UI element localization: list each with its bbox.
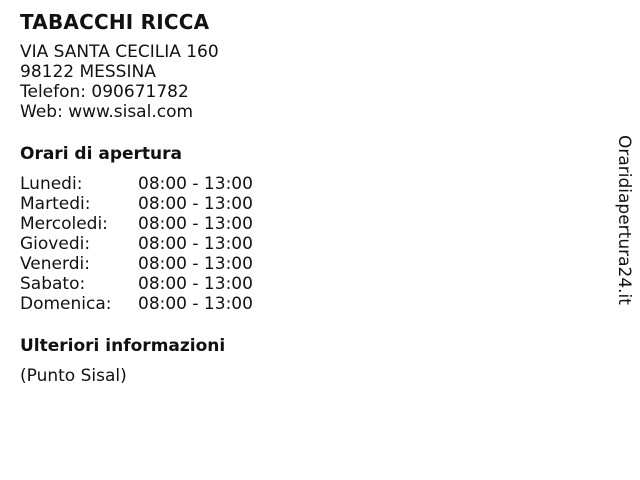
day-label: Giovedi: [20, 234, 91, 254]
day-label: Mercoledi: [20, 214, 108, 234]
opening-hours-table [20, 174, 580, 314]
store-info-card [20, 10, 580, 386]
hours-row-monday [20, 174, 580, 194]
time-range: 08:00 - 13:00 [138, 234, 253, 254]
more-info-text: (Punto Sisal) [20, 366, 127, 386]
time-range: 08:00 - 13:00 [138, 174, 253, 194]
site-watermark: Oraridiapertura24.it [614, 135, 634, 305]
time-range: 08:00 - 13:00 [138, 254, 253, 274]
day-label: Lunedi: [20, 174, 83, 194]
time-range: 08:00 - 13:00 [138, 214, 253, 234]
hours-row-tuesday [20, 194, 580, 214]
address-block [20, 42, 580, 122]
opening-hours-heading: Orari di apertura [20, 144, 182, 164]
time-range: 08:00 - 13:00 [138, 294, 253, 314]
postal-city: 98122 MESSINA [20, 62, 156, 82]
hours-row-wednesday [20, 214, 580, 234]
day-label: Domenica: [20, 294, 112, 314]
phone-number: Telefon: 090671782 [20, 82, 189, 102]
hours-row-saturday [20, 274, 580, 294]
hours-row-sunday [20, 294, 580, 314]
day-label: Venerdi: [20, 254, 90, 274]
day-label: Sabato: [20, 274, 86, 294]
day-label: Martedi: [20, 194, 91, 214]
time-range: 08:00 - 13:00 [138, 274, 253, 294]
street-address: VIA SANTA CECILIA 160 [20, 42, 219, 62]
more-info-heading: Ulteriori informazioni [20, 336, 226, 356]
store-name: TABACCHI RICCA [20, 10, 210, 34]
time-range: 08:00 - 13:00 [138, 194, 253, 214]
website: Web: www.sisal.com [20, 102, 194, 122]
hours-row-friday [20, 254, 580, 274]
hours-row-thursday [20, 234, 580, 254]
